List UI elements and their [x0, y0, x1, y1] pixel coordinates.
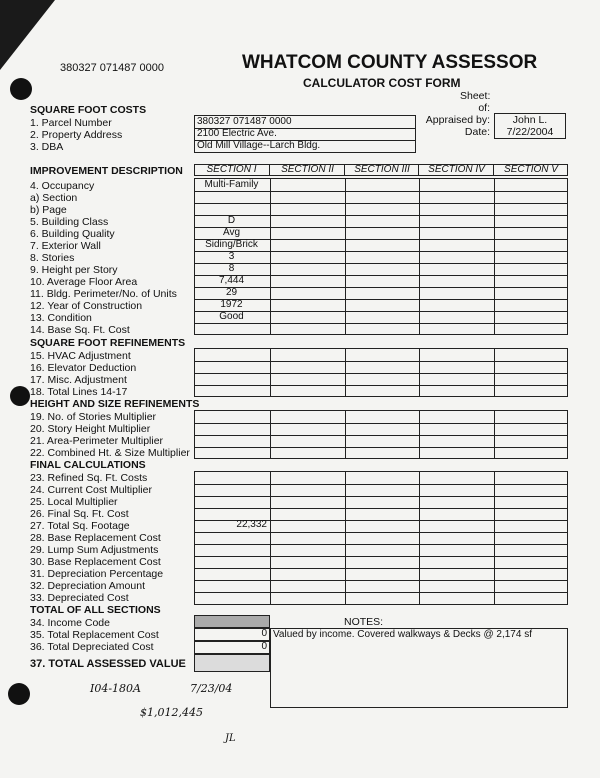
appraised-by-label: Appraised by:: [425, 114, 490, 126]
parcel-number-value: 380327 071487 0000: [197, 116, 292, 127]
page-title: WHATCOM COUNTY ASSESSOR: [242, 52, 538, 73]
row-label-total-14-17: 18. Total Lines 14-17: [30, 386, 128, 398]
value-perimeter-units: 29: [225, 287, 238, 298]
height-refinements-grid: [194, 410, 568, 459]
row-label-height-per-story: 9. Height per Story: [30, 264, 118, 276]
value-building-quality: Avg: [222, 227, 241, 238]
row-label-total-replacement: 35. Total Replacement Cost: [30, 629, 159, 641]
section-title-totals: TOTAL OF ALL SECTIONS: [30, 604, 161, 616]
row-label-combined-multiplier: 22. Combined Ht. & Size Multiplier: [30, 447, 190, 459]
row-label-base-replacement-cost-2: 30. Base Replacement Cost: [30, 556, 161, 568]
sheet-label: Sheet:: [460, 90, 491, 102]
row-label-final-sq-ft-cost: 26. Final Sq. Ft. Cost: [30, 508, 129, 520]
value-total-sq-footage: 22,332: [236, 519, 267, 530]
row-label-occupancy: 4. Occupancy: [30, 180, 95, 192]
value-building-class: D: [227, 215, 236, 226]
handwritten-initials: JL: [225, 733, 236, 744]
page-subtitle: CALCULATOR COST FORM: [303, 76, 461, 90]
section-title-improvement: IMPROVEMENT DESCRIPTION: [30, 165, 183, 177]
row-label-total-assessed: 37. TOTAL ASSESSED VALUE: [30, 658, 186, 670]
value-height-per-story: 8: [228, 263, 235, 274]
section-header-ii: SECTION II: [269, 164, 345, 176]
value-exterior-wall: Siding/Brick: [205, 239, 258, 250]
row-label-hvac: 15. HVAC Adjustment: [30, 350, 131, 362]
value-stories: 3: [228, 251, 235, 262]
section-title-final: FINAL CALCULATIONS: [30, 459, 146, 471]
total-assessed-cell: [194, 654, 270, 672]
appraised-by-value: John L.: [512, 114, 548, 126]
notes-text: Valued by income. Covered walkways & Decks @ 2,174 sf: [273, 629, 532, 640]
value-total-depreciated: 0: [261, 641, 267, 652]
value-total-replacement: 0: [261, 628, 267, 639]
value-average-floor-area: 7,444: [218, 275, 245, 286]
section-header-iii: SECTION III: [344, 164, 419, 176]
section-title-sq-ft-refinements: SQUARE FOOT REFINEMENTS: [30, 337, 186, 349]
date-label: Date:: [464, 126, 490, 138]
row-label-total-depreciated: 36. Total Depreciated Cost: [30, 641, 154, 653]
dba-value: Old Mill Village--Larch Bldg.: [197, 140, 321, 151]
row-label-perimeter-units: 11. Bldg. Perimeter/No. of Units: [30, 288, 177, 300]
final-calculations-grid: [194, 471, 568, 605]
parcel-number-label: 1. Parcel Number: [30, 117, 112, 129]
punch-hole: [10, 386, 30, 406]
row-label-condition: 13. Condition: [30, 312, 92, 324]
row-label-base-sq-ft-cost: 14. Base Sq. Ft. Cost: [30, 324, 130, 336]
row-label-stories: 8. Stories: [30, 252, 75, 264]
value-year-construction: 1972: [220, 299, 243, 310]
row-label-refined-costs: 23. Refined Sq. Ft. Costs: [30, 472, 148, 484]
row-label-stories-multiplier: 19. No. of Stories Multiplier: [30, 411, 157, 423]
scan-corner-shadow: [0, 0, 55, 70]
row-label-depreciation-percentage: 31. Depreciation Percentage: [30, 568, 164, 580]
section-header-iv: SECTION IV: [418, 164, 494, 176]
row-label-page: b) Page: [30, 204, 67, 216]
row-label-exterior-wall: 7. Exterior Wall: [30, 240, 101, 252]
sq-refinements-grid: [194, 348, 568, 397]
row-label-base-replacement-cost: 28. Base Replacement Cost: [30, 532, 161, 544]
row-label-year-construction: 12. Year of Construction: [30, 300, 143, 312]
punch-hole: [10, 78, 32, 100]
property-address-label: 2. Property Address: [30, 129, 123, 141]
property-address-value: 2100 Electric Ave.: [197, 128, 277, 139]
value-condition: Good: [219, 311, 244, 322]
row-label-lump-sum: 29. Lump Sum Adjustments: [30, 544, 159, 556]
row-label-area-perimeter-multiplier: 21. Area-Perimeter Multiplier: [30, 435, 164, 447]
row-label-building-class: 5. Building Class: [30, 216, 109, 228]
row-label-local-multiplier: 25. Local Multiplier: [30, 496, 118, 508]
row-label-depreciated-cost: 33. Depreciated Cost: [30, 592, 129, 604]
section-title-height-size: HEIGHT AND SIZE REFINEMENTS: [30, 398, 200, 410]
handwritten-value: $1,012,445: [140, 706, 203, 719]
row-label-total-sq-footage: 27. Total Sq. Footage: [30, 520, 130, 532]
notes-box: [270, 628, 568, 708]
row-label-elevator: 16. Elevator Deduction: [30, 362, 137, 374]
section-title-sq-ft-costs: SQUARE FOOT COSTS: [30, 104, 147, 116]
notes-label: NOTES:: [344, 616, 384, 628]
row-label-average-floor-area: 10. Average Floor Area: [30, 276, 138, 288]
income-code-cell: [194, 615, 270, 628]
row-label-depreciation-amount: 32. Depreciation Amount: [30, 580, 145, 592]
section-header-i: SECTION I: [206, 164, 257, 175]
date-value: 7/22/2004: [506, 126, 554, 138]
row-label-current-cost-multiplier: 24. Current Cost Multiplier: [30, 484, 152, 496]
row-label-building-quality: 6. Building Quality: [30, 228, 115, 240]
section-header-v: SECTION V: [493, 164, 568, 176]
of-label: of:: [478, 102, 490, 114]
row-label-misc: 17. Misc. Adjustment: [30, 374, 127, 386]
row-label-section: a) Section: [30, 192, 78, 204]
punch-hole: [8, 683, 30, 705]
value-occupancy: Multi-Family: [204, 179, 259, 190]
header-parcel-ref: 380327 071487 0000: [60, 62, 164, 74]
handwritten-date: 7/23/04: [190, 682, 233, 695]
row-label-story-height-multiplier: 20. Story Height Multiplier: [30, 423, 151, 435]
row-label-income-code: 34. Income Code: [30, 617, 110, 629]
dba-label: 3. DBA: [30, 141, 64, 153]
handwritten-code: I04-180A: [90, 682, 141, 695]
